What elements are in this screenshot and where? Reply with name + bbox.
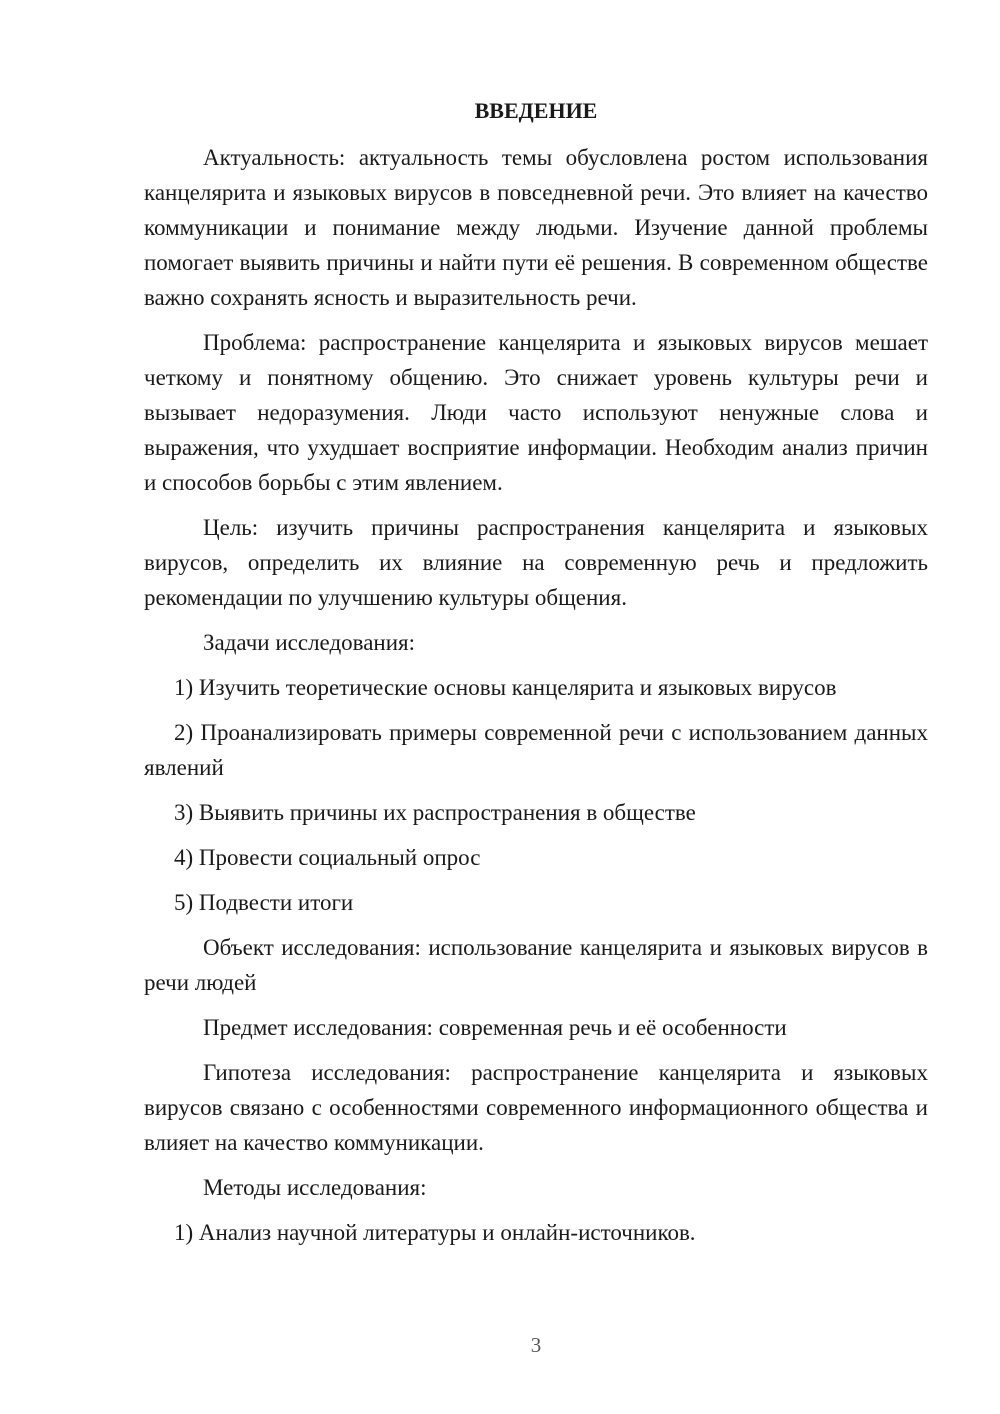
goal-paragraph: Цель: изучить причины распространения канцелярита и языковых вирусов, определить их влияние на современную речь и предложить рекомендации по улучшению культуры общения. xyxy=(144,515,928,610)
subject-paragraph: Предмет исследования: современная речь и её особенности xyxy=(203,1015,787,1040)
section-title: ВВЕДЕНИЕ xyxy=(474,98,598,123)
page-number: 3 xyxy=(530,1333,542,1357)
method-item: 1) Анализ научной литературы и онлайн-источников. xyxy=(174,1220,696,1245)
task-item: 1) Изучить теоретические основы канцелярита и языковых вирусов xyxy=(174,675,837,700)
tasks-heading: Задачи исследования: xyxy=(203,630,416,655)
task-item: 3) Выявить причины их распространения в обществе xyxy=(174,800,696,825)
task-item: 2) Проанализировать примеры современной речи с использованием данных явлений xyxy=(144,720,928,780)
hypothesis-paragraph: Гипотеза исследования: распространение канцелярита и языковых вирусов связано с особенностями современного информационного общества и влияет на качество коммуникации. xyxy=(144,1060,928,1155)
page-content xyxy=(144,96,928,1260)
task-item: 4) Провести социальный опрос xyxy=(174,845,481,870)
object-paragraph: Объект исследования: использование канцелярита и языковых вирусов в речи людей xyxy=(144,935,928,995)
methods-heading: Методы исследования: xyxy=(203,1175,427,1200)
relevance-paragraph: Актуальность: актуальность темы обусловлена ростом использования канцелярита и языковых вирусов в повседневной речи. Это влияет на качество коммуникации и понимание между людьми. Изучение данной проблемы помогает выявить причины и найти пути её решения. В современном обществе важно сохранять ясность и выразительность речи. xyxy=(144,145,928,310)
task-item: 5) Подвести итоги xyxy=(174,890,354,915)
problem-paragraph: Проблема: распространение канцелярита и языковых вирусов мешает четкому и понятному общению. Это снижает уровень культуры речи и вызывает недоразумения. Люди часто используют ненужные слова и выражения, что ухудшает восприятие информации. Необходим анализ причин и способов борьбы с этим явлением. xyxy=(144,330,928,495)
